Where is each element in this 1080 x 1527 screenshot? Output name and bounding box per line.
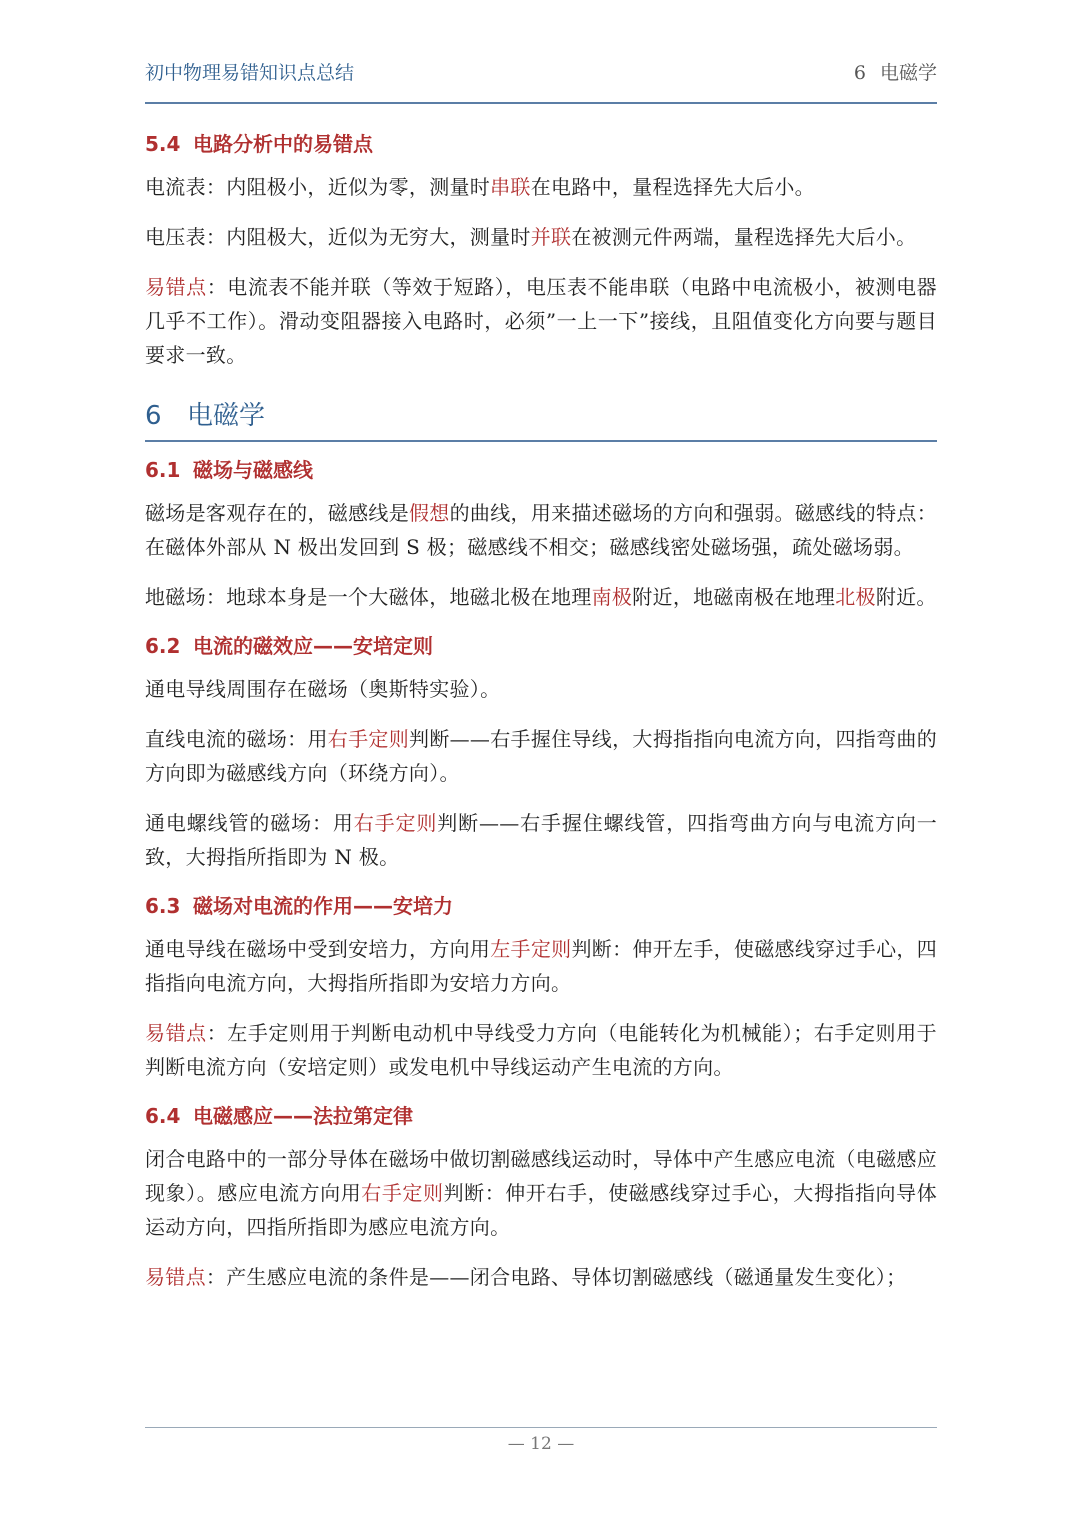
text-run: 判断：伸开左手，使磁感线穿过手心，四指指向电流方向，大拇指所指即为安培力方向。 [145, 937, 937, 995]
page-number: — 12 — [507, 1434, 575, 1454]
text-run: 的曲线，用来描述磁场的方向和强弱。磁感线的特点：在磁体外部从 N 极出发回到 S 极；磁感线不相交；磁感线密处磁场强，疏处磁场弱。 [145, 501, 937, 559]
text-run: 地磁场：地球本身是一个大磁体，地磁北极在地理 [145, 585, 592, 609]
highlight-term: 南极 [591, 585, 633, 609]
document-title: 初中物理易错知识点总结 [145, 62, 355, 84]
highlight-term: 左手定则 [490, 937, 572, 961]
subsection-heading-6-2 [145, 630, 937, 662]
text-run: 电流表：内阻极小，近似为零，测量时 [145, 175, 491, 199]
highlight-term: 北极 [835, 585, 876, 609]
pitfall-label: 易错点 [145, 1021, 207, 1045]
subsection-title: 磁场对电流的作用——安培力 [193, 894, 453, 918]
text-run: 直线电流的磁场：用 [145, 727, 328, 751]
subsection-number: 6.3 [145, 894, 181, 918]
text-run: 判断：伸开右手，使磁感线穿过手心，大拇指指向导体运动方向，四指所指即为感应电流方向。 [145, 1181, 938, 1239]
pitfall-label: 易错点 [145, 1265, 206, 1289]
text-run: ：产生感应电流的条件是——闭合电路、导体切割磁感线（磁通量发生变化）； [205, 1265, 907, 1289]
subsection-heading-5-4 [145, 128, 937, 160]
paragraph-voltmeter [145, 220, 937, 254]
subsection-heading-6-4 [145, 1100, 937, 1132]
highlight-term: 右手定则 [327, 727, 410, 751]
highlight-term: 右手定则 [353, 811, 438, 835]
highlight-term: 并联 [530, 225, 572, 249]
chapter-title: 电磁学 [879, 62, 937, 84]
highlight-term: 假想 [409, 501, 450, 525]
paragraph-pitfall-circuit [145, 270, 937, 372]
subsection-title: 电路分析中的易错点 [193, 132, 373, 156]
pitfall-label: 易错点 [145, 275, 207, 299]
text-run: 附近。 [875, 585, 937, 609]
text-run: 在被测元件两端，量程选择先大后小。 [571, 225, 917, 249]
text-run: 判断——右手握住螺线管，四指弯曲方向与电流方向一致，大拇指所指即为 N 极。 [145, 811, 938, 869]
text-run: 判断——右手握住导线，大拇指指向电流方向，四指弯曲的方向即为磁感线方向（环绕方向）。 [145, 727, 937, 785]
section-title: 电磁学 [187, 401, 266, 431]
subsection-title: 磁场与磁感线 [193, 458, 313, 482]
subsection-number: 5.4 [145, 132, 181, 156]
paragraph-geomagnetism [145, 580, 937, 614]
page-content [145, 128, 937, 1310]
header-divider [145, 102, 937, 104]
text-run: 通电导线在磁场中受到安培力，方向用 [145, 937, 491, 961]
document-page [145, 0, 937, 1527]
highlight-term: 串联 [490, 175, 531, 199]
paragraph-solenoid [145, 806, 937, 874]
footer-divider [145, 1427, 937, 1428]
subsection-title: 电流的磁效应——安培定则 [193, 634, 433, 658]
text-run: 在电路中，量程选择先大后小。 [530, 175, 815, 199]
section-number: 6 [145, 401, 162, 431]
text-run: ：左手定则用于判断电动机中导线受力方向（电能转化为机械能）；右手定则用于判断电流方向（安培定则）或发电机中导线运动产生电流的方向。 [145, 1021, 937, 1079]
paragraph-magnetic-field [145, 496, 937, 564]
paragraph-ampere-force [145, 932, 937, 1000]
subsection-title: 电磁感应——法拉第定律 [193, 1104, 413, 1128]
subsection-number: 6.2 [145, 634, 181, 658]
text-run: 闭合电路中的一部分导体在磁场中做切割磁感线运动时，导体中产生感应电流（电磁感应现象）。感应电流方向用 [145, 1147, 937, 1205]
text-run: 磁场是客观存在的，磁感线是 [145, 501, 409, 525]
paragraph-straight-current [145, 722, 937, 790]
paragraph-induction [145, 1142, 937, 1244]
paragraph-pitfall-hand-rules [145, 1016, 937, 1084]
paragraph-oersted: 通电导线周围存在磁场（奥斯特实验）。 [145, 677, 501, 701]
subsection-number: 6.4 [145, 1104, 181, 1128]
chapter-reference [854, 58, 937, 85]
subsection-number: 6.1 [145, 458, 181, 482]
subsection-heading-6-1 [145, 454, 937, 486]
text-run: 附近，地磁南极在地理 [632, 585, 836, 609]
text-run: 通电螺线管的磁场：用 [145, 811, 354, 835]
text-run: ：电流表不能并联（等效于短路），电压表不能串联（电路中电流极小，被测电器几乎不工作）。滑动变阻器接入电路时，必须”一上一下”接线，且阻值变化方向要与题目要求一致。 [145, 275, 937, 367]
highlight-term: 右手定则 [361, 1181, 444, 1205]
section-heading-6 [145, 396, 937, 442]
chapter-number: 6 [853, 62, 866, 84]
text-run: 电压表：内阻极大，近似为无穷大，测量时 [145, 225, 531, 249]
paragraph-ammeter [145, 170, 937, 204]
subsection-heading-6-3 [145, 890, 937, 922]
paragraph-pitfall-induction [145, 1260, 937, 1294]
running-header [145, 58, 937, 88]
